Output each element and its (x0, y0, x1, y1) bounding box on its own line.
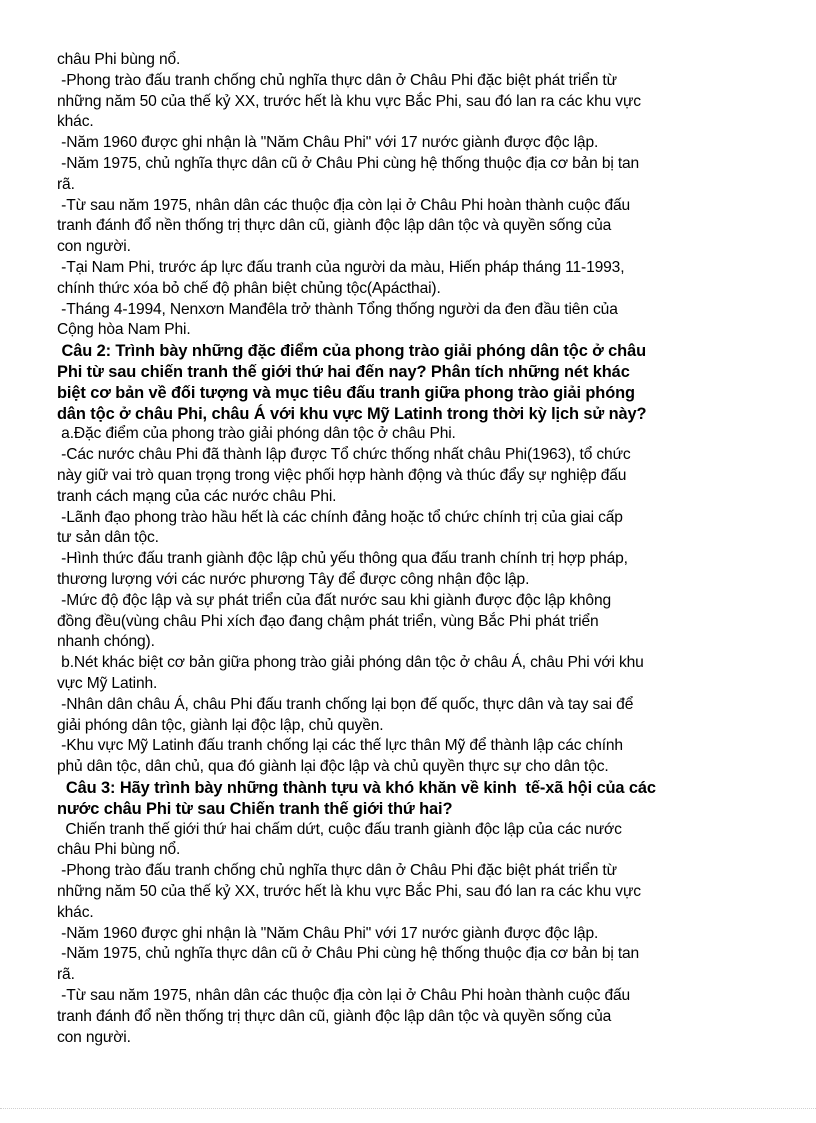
text-line: -Nhân dân châu Á, châu Phi đấu tranh chống lại bọn đế quốc, thực dân và tay sai để (57, 695, 634, 713)
text-line: -Năm 1960 được ghi nhận là "Năm Châu Phi" với 17 nước giành được độc lập. (57, 134, 599, 152)
text-line: vực Mỹ Latinh. (57, 675, 158, 692)
question-heading-line: biệt cơ bản về đối tượng và mục tiêu đấu tranh giữa phong trào giải phóng (57, 383, 635, 402)
text-line: những năm 50 của thế kỷ XX, trước hết là khu vực Bắc Phi, sau đó lan ra các khu vực (57, 92, 641, 110)
text-line: -Lãnh đạo phong trào hầu hết là các chính đảng hoặc tổ chức chính trị của giai cấp (57, 508, 623, 526)
text-line: đồng đều(vùng châu Phi xích đạo đang chậm phát triển, vùng Bắc Phi phát triển (57, 612, 599, 630)
text-line: -Từ sau năm 1975, nhân dân các thuộc địa còn lại ở Châu Phi hoàn thành cuộc đấu (57, 196, 631, 214)
text-line: -Năm 1975, chủ nghĩa thực dân cũ ở Châu Phi cùng hệ thống thuộc địa cơ bản bị tan (57, 155, 640, 172)
question-heading-line: Câu 2: Trình bày những đặc điểm của phong trào giải phóng dân tộc ở châu (57, 342, 647, 361)
text-line: nhanh chóng). (57, 633, 155, 651)
text-line: phủ dân tộc, dân chủ, qua đó giành lại độc lập và chủ quyền thực sự cho dân tộc. (57, 758, 609, 776)
text-line: -Phong trào đấu tranh chống chủ nghĩa thực dân ở Châu Phi đặc biệt phát triển từ (57, 862, 617, 880)
text-line: -Mức độ độc lập và sự phát triển của đất nước sau khi giành được độc lập không (57, 591, 611, 609)
text-line: -Tại Nam Phi, trước áp lực đấu tranh của người da màu, Hiến pháp tháng 11-1993, (57, 259, 625, 276)
text-line: con người. (57, 1028, 131, 1046)
text-line: b.Nét khác biệt cơ bản giữa phong trào giải phóng dân tộc ở châu Á, châu Phi với khu (57, 654, 644, 672)
text-line: giải phóng dân tộc, giành lại độc lập, chủ quyền. (57, 716, 384, 734)
text-line: con người. (57, 238, 131, 256)
question-heading-line: Câu 3: Hãy trình bày những thành tựu và khó khăn về kinh tế-xã hội của các (57, 779, 656, 797)
text-line: rã. (57, 175, 75, 193)
text-line: -Năm 1960 được ghi nhận là "Năm Châu Phi" với 17 nước giành được độc lập. (57, 924, 599, 942)
text-line: a.Đặc điểm của phong trào giải phóng dân tộc ở châu Phi. (57, 425, 456, 443)
text-line: khác. (57, 113, 94, 131)
text-line: -Hình thức đấu tranh giành độc lập chủ yếu thông qua đấu tranh chính trị hợp pháp, (57, 550, 628, 568)
text-line: thương lượng với các nước phương Tây để được công nhận độc lập. (57, 571, 530, 588)
text-line: tranh đánh đổ nền thống trị thực dân cũ, giành độc lập dân tộc và quyền sống của (57, 217, 612, 235)
text-line: khác. (57, 903, 94, 921)
text-line: này giữ vai trò quan trọng trong việc phối hợp hành động và thúc đẩy sự nghiệp đấu (57, 467, 627, 484)
text-line: tranh cách mạng của các nước châu Phi. (57, 487, 337, 505)
text-line: -Từ sau năm 1975, nhân dân các thuộc địa còn lại ở Châu Phi hoàn thành cuộc đấu (57, 987, 631, 1004)
text-line: -Tháng 4-1994, Nenxơn Manđêla trở thành Tổng thống người da đen đầu tiên của (57, 300, 618, 318)
text-line: những năm 50 của thế kỷ XX, trước hết là khu vực Bắc Phi, sau đó lan ra các khu vực (57, 883, 641, 900)
text-line: -Phong trào đấu tranh chống chủ nghĩa thực dân ở Châu Phi đặc biệt phát triển từ (57, 71, 617, 89)
text-line: -Năm 1975, chủ nghĩa thực dân cũ ở Châu Phi cùng hệ thống thuộc địa cơ bản bị tan (57, 945, 640, 963)
question-heading-line: dân tộc ở châu Phi, châu Á với khu vực Mỹ Latinh trong thời kỳ lịch sử này? (57, 404, 647, 423)
text-line: châu Phi bùng nổ. (57, 841, 181, 859)
text-line: Chiến tranh thế giới thứ hai chấm dứt, cuộc đấu tranh giành độc lập của các nước (57, 820, 622, 838)
text-line: chính thức xóa bỏ chế độ phân biệt chủng tộc(Apácthai). (57, 279, 441, 297)
text-line: -Khu vực Mỹ Latinh đấu tranh chống lại các thế lực thân Mỹ để thành lập các chính (57, 737, 623, 755)
question-heading-line: Phi từ sau chiến tranh thế giới thứ hai đến nay? Phân tích những nét khác (57, 363, 630, 381)
question-heading-line: nước châu Phi từ sau Chiến tranh thế giới thứ hai? (57, 799, 453, 818)
text-line: Cộng hòa Nam Phi. (57, 321, 191, 339)
page-bottom-rule (0, 1108, 816, 1109)
text-line: tranh đánh đổ nền thống trị thực dân cũ, giành độc lập dân tộc và quyền sống của (57, 1007, 612, 1025)
text-line: -Các nước châu Phi đã thành lập được Tổ chức thống nhất châu Phi(1963), tổ chức (57, 446, 631, 464)
text-line: rã. (57, 966, 75, 984)
text-line: tư sản dân tộc. (57, 529, 159, 547)
text-line: châu Phi bùng nổ. (57, 51, 181, 68)
